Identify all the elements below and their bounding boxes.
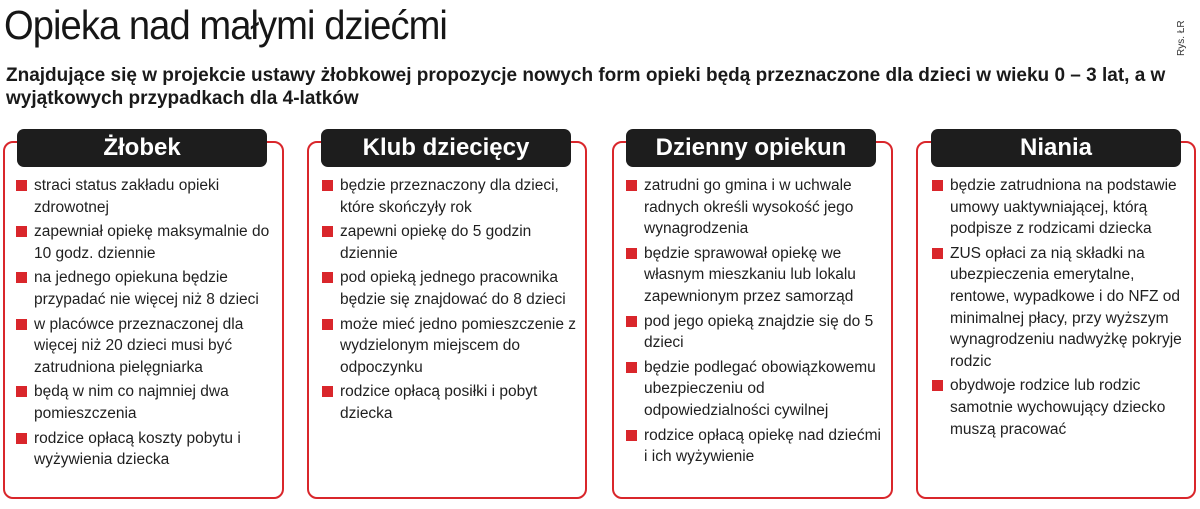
- list-item-text: w placówce przeznaczonej dla więcej niż 20 dzieci musi być zatrudniona pielęgniarka: [34, 315, 244, 376]
- list-item-text: zatrudni go gmina i w uchwale radnych określi wysokość jego wynagrodzenia: [644, 177, 854, 238]
- card-klub-dzieciecy-heading: Klub dziecięcy: [321, 129, 571, 167]
- bullet-square-icon: [16, 433, 27, 444]
- card-zlobek-list: [14, 175, 276, 474]
- bullet-square-icon: [626, 362, 637, 373]
- list-item-text: może mieć jedno pomieszczenie z wydzielonym miejscem do odpoczynku: [340, 315, 577, 376]
- bullet-square-icon: [322, 180, 333, 191]
- bullet-square-icon: [626, 180, 637, 191]
- list-item-text: rodzice opłacą opiekę nad dziećmi i ich wyżywienie: [644, 426, 881, 466]
- list-item: [320, 314, 578, 379]
- bullet-square-icon: [626, 430, 637, 441]
- list-item: [624, 243, 886, 308]
- list-item-text: pod opieką jednego pracownika będzie się znajdować do 8 dzieci: [340, 269, 566, 308]
- list-item: [14, 381, 276, 424]
- bullet-square-icon: [932, 380, 943, 391]
- list-item-text: pod jego opieką znajdzie się do 5 dzieci: [644, 312, 874, 352]
- list-item: [320, 221, 578, 264]
- list-item: [14, 428, 276, 471]
- card-dzienny-opiekun-heading: Dzienny opiekun: [626, 129, 876, 167]
- bullet-square-icon: [16, 226, 27, 237]
- bullet-square-icon: [932, 248, 943, 259]
- card-niania-heading: Niania: [931, 129, 1181, 167]
- list-item: [14, 314, 276, 379]
- list-item-text: ZUS opłaci za nią składki na ubezpieczenia emerytalne, rentowe, wypadkowe i do NFZ od minimalnej płacy, przy wyższym wynagrodzeniu nadwyżkę pokryje rodzic: [950, 244, 1182, 370]
- list-item-text: zapewniał opiekę maksymalnie do 10 godz. dziennie: [34, 223, 270, 262]
- list-item: [624, 175, 886, 240]
- list-item: [14, 267, 276, 310]
- bullet-square-icon: [322, 319, 333, 330]
- bullet-square-icon: [626, 316, 637, 327]
- list-item: [930, 175, 1188, 240]
- bullet-square-icon: [16, 272, 27, 283]
- list-item: [624, 311, 886, 354]
- list-item-text: straci status zakładu opieki zdrowotnej: [34, 177, 220, 216]
- list-item: [930, 375, 1188, 440]
- page-title: Opieka nad małymi dziećmi: [4, 2, 447, 48]
- list-item: [320, 175, 578, 218]
- list-item-text: obydwoje rodzice lub rodzic samotnie wychowujący dziecko muszą pracować: [950, 377, 1166, 438]
- list-item-text: zapewni opiekę do 5 godzin dziennie: [340, 223, 532, 262]
- list-item: [930, 243, 1188, 373]
- list-item-text: będzie przeznaczony dla dzieci, które skończyły rok: [340, 177, 559, 216]
- page-subtitle: Znajdujące się w projekcie ustawy żłobkowej propozycje nowych form opieki będą przeznaczone dla dzieci w wieku 0 – 3 lat, a w wyjątkowych przypadkach dla 4-latków: [6, 65, 1166, 109]
- list-item-text: będzie podlegać obowiązkowemu ubezpieczeniu od odpowiedzialności cywilnej: [644, 358, 876, 419]
- bullet-square-icon: [322, 272, 333, 283]
- list-item: [624, 357, 886, 422]
- list-item-text: będą w nim co najmniej dwa pomieszczenia: [34, 383, 229, 422]
- list-item-text: będzie sprawował opiekę we własnym mieszkaniu lub lokalu zapewnionym przez samorząd: [644, 244, 856, 305]
- list-item: [14, 221, 276, 264]
- list-item-text: będzie zatrudniona na podstawie umowy uaktywniającej, którą podpisze z rodzicami dziecka: [950, 177, 1177, 238]
- image-credit: Rys. ŁR: [1176, 20, 1187, 56]
- card-klub-dzieciecy-list: [320, 175, 578, 428]
- bullet-square-icon: [16, 180, 27, 191]
- list-item: [320, 267, 578, 310]
- bullet-square-icon: [16, 386, 27, 397]
- bullet-square-icon: [932, 180, 943, 191]
- bullet-square-icon: [626, 248, 637, 259]
- list-item: [624, 425, 886, 468]
- list-item: [14, 175, 276, 218]
- bullet-square-icon: [16, 319, 27, 330]
- card-niania-list: [930, 175, 1188, 443]
- bullet-square-icon: [322, 226, 333, 237]
- card-zlobek-heading: Żłobek: [17, 129, 267, 167]
- bullet-square-icon: [322, 386, 333, 397]
- list-item-text: rodzice opłacą koszty pobytu i wyżywienia dziecka: [34, 429, 241, 469]
- card-dzienny-opiekun-list: [624, 175, 886, 471]
- list-item-text: rodzice opłacą posiłki i pobyt dziecka: [340, 383, 538, 422]
- list-item: [320, 381, 578, 424]
- list-item-text: na jednego opiekuna będzie przypadać nie więcej niż 8 dzieci: [34, 269, 259, 308]
